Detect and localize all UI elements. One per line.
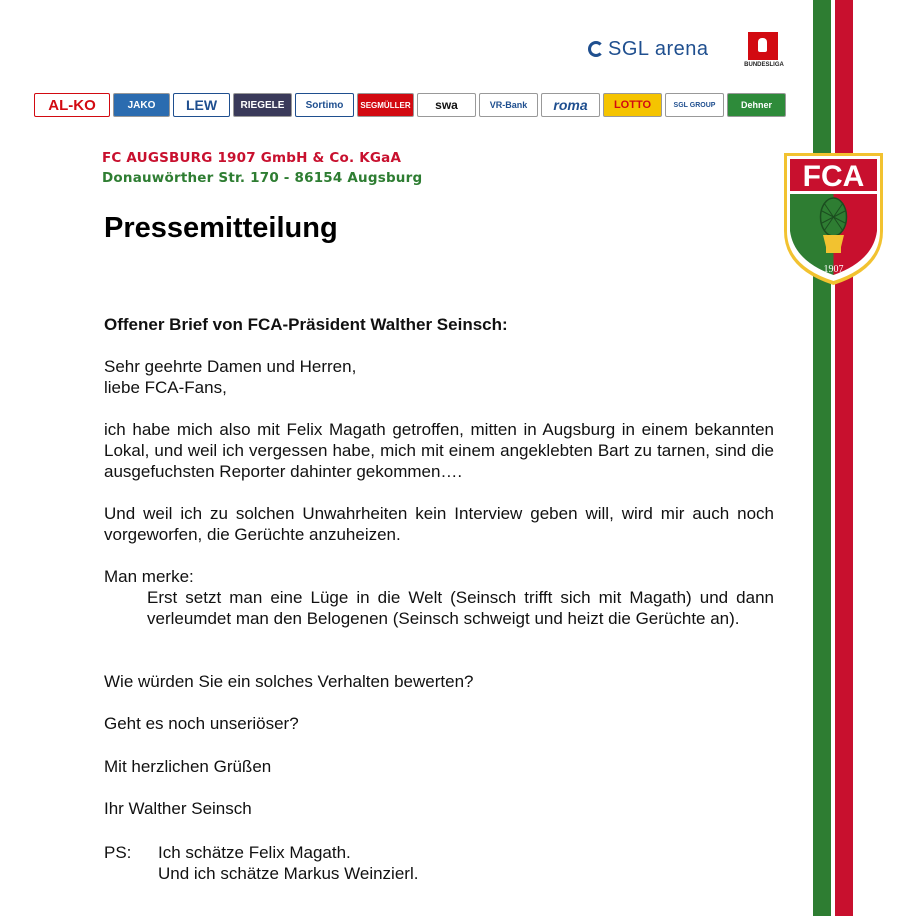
sponsor-logo: roma — [541, 93, 600, 117]
ps-block — [158, 842, 418, 884]
sgl-ring-icon — [588, 41, 604, 57]
green-stripe — [813, 0, 831, 916]
company-address: Donauwörther Str. 170 - 86154 Augsburg — [102, 170, 423, 186]
closing: Mit herzlichen Grüßen — [104, 757, 272, 776]
sponsor-logo: AL-KO — [34, 93, 110, 117]
bundesliga-label: BUNDESLIGA — [744, 62, 784, 68]
sponsor-logo: LOTTO — [603, 93, 662, 117]
salutation-line: Sehr geehrte Damen und Herren, — [104, 357, 357, 376]
sponsor-logo: LEW — [173, 93, 230, 117]
bundesliga-player-icon — [748, 32, 778, 60]
paragraph: Und weil ich zu solchen Unwahrheiten kein Interview geben will, wird mir auch noch vorgeworfen, die Gerüchte anzuheizen. — [104, 504, 774, 544]
ps-line: Ich schätze Felix Magath. — [158, 843, 351, 862]
sgl-arena-text: SGL arena — [608, 37, 709, 60]
page-title: Pressemitteilung — [104, 212, 338, 244]
crest-year: 1907 — [823, 264, 844, 275]
sponsor-logo: Sortimo — [295, 93, 354, 117]
question: Geht es noch unseriöser? — [104, 714, 299, 733]
sgl-arena-logo — [588, 36, 709, 62]
note-label: Man merke: — [104, 567, 194, 586]
salutation-line: liebe FCA-Fans, — [104, 378, 227, 397]
ps-label: PS: — [104, 843, 132, 862]
fca-crest-logo — [782, 151, 885, 287]
company-name: FC AUGSBURG 1907 GmbH & Co. KGaA — [102, 150, 402, 166]
crest-text: FCA — [802, 160, 865, 193]
bundesliga-logo — [742, 32, 786, 70]
letter-subject: Offener Brief von FCA-Präsident Walther Seinsch: — [104, 315, 508, 334]
sponsor-logo: swa — [417, 93, 476, 117]
sponsor-logo: Dehner — [727, 93, 786, 117]
sponsor-row — [34, 93, 786, 119]
question: Wie würden Sie ein solches Verhalten bewerten? — [104, 672, 474, 691]
sponsor-logo: VR-Bank — [479, 93, 538, 117]
sponsor-logo: RIEGELE — [233, 93, 292, 117]
sponsor-logo: SEGMÜLLER — [357, 93, 414, 117]
sponsor-logo: JAKO — [113, 93, 170, 117]
red-stripe — [835, 0, 853, 916]
note-text: Erst setzt man eine Lüge in die Welt (Seinsch trifft sich mit Magath) und dann verleumdet man den Belogenen (Seinsch schweigt und heizt die Gerüchte an). — [147, 588, 774, 628]
ps-line: Und ich schätze Markus Weinzierl. — [158, 864, 419, 883]
signature: Ihr Walther Seinsch — [104, 799, 252, 818]
paragraph: ich habe mich also mit Felix Magath getroffen, mitten in Augsburg in einem bekannten Lokal, und weil ich vergessen habe, mich mit einem angeklebten Bart zu tarnen, sind die ausgefuchsten Reporter dahinter gekommen…. — [104, 420, 774, 481]
sponsor-logo: SGL GROUP — [665, 93, 724, 117]
